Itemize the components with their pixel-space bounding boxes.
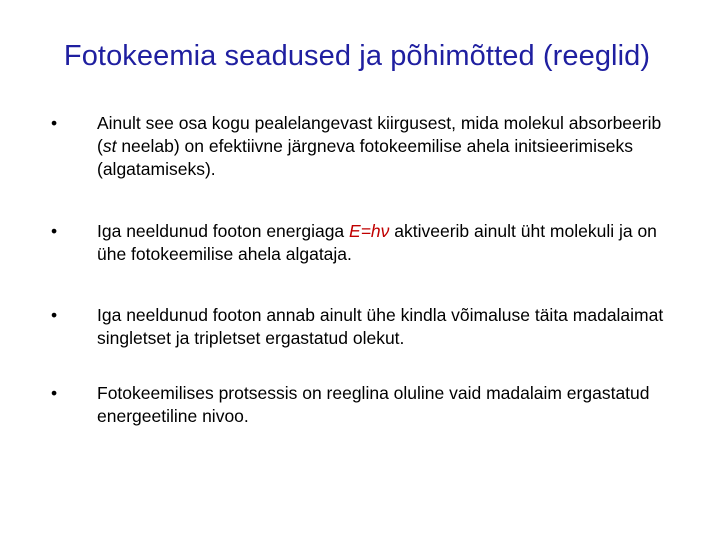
bullet-abbreviation: st: [102, 136, 117, 156]
bullet-text-part: Iga neeldunud footon energiaga: [97, 221, 350, 241]
bullet-text-part: Ainult see osa kogu pealelangevast kiirgusest, mida molekul absorbeerib (: [97, 113, 662, 156]
bullet-text: [97, 112, 667, 181]
energy-formula: E=hν: [349, 221, 390, 241]
slide-title: Fotokeemia seadused ja põhimõtted (reeglid): [63, 40, 651, 72]
bullet-marker: •: [51, 305, 58, 325]
bullet-marker: •: [51, 221, 58, 241]
bullet-text: Iga neeldunud footon annab ainult ühe kindla võimaluse täita madalaimat singletset ja tripletset ergastatud olekut.: [97, 305, 664, 348]
bullet-marker: •: [51, 383, 58, 403]
bullet-text-part: neelab) on efektiivne järgneva fotokeemilise ahela initsieerimiseks (algatamiseks).: [97, 136, 633, 179]
bullet-text: Fotokeemilises protsessis on reeglina oluline vaid madalaim ergastatud energeetiline nivoo.: [97, 383, 650, 426]
bullet-text-part: aktiveerib ainult üht molekuli ja on ühe fotokeemilise ahela algataja.: [97, 221, 657, 264]
bullet-text: [97, 220, 667, 266]
bullet-marker: •: [51, 113, 58, 133]
